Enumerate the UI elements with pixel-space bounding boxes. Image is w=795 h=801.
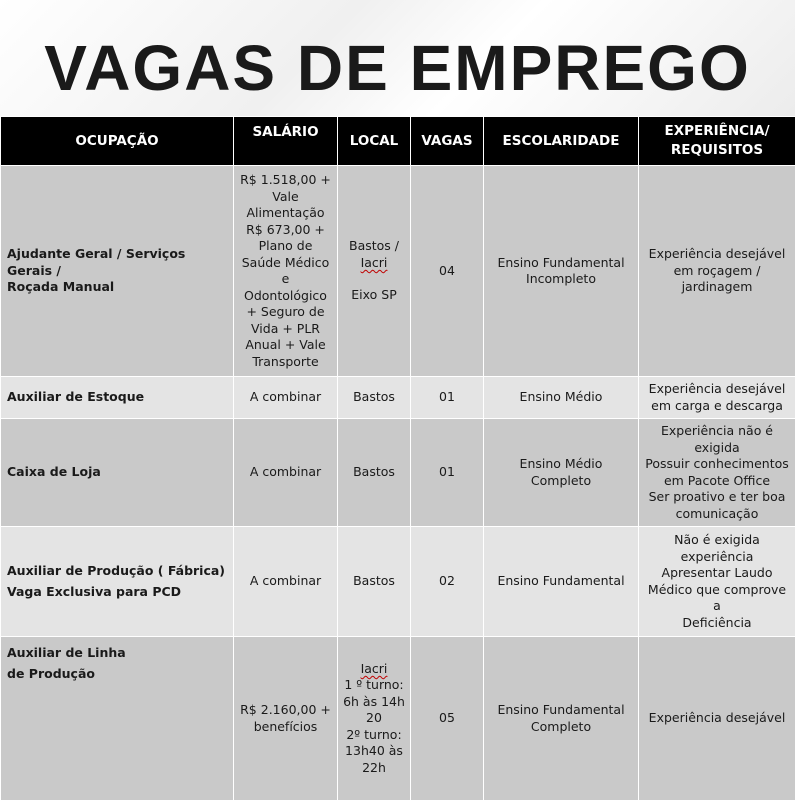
- cell-experiencia: Não é exigida experiência Apresentar Laudo Médico que comprove a Deficiência: [639, 527, 795, 637]
- cell-vagas: 04: [411, 166, 484, 377]
- cell-escolaridade: Ensino Fundamental Completo: [484, 637, 639, 801]
- cell-escolaridade: Ensino Fundamental Incompleto: [484, 166, 639, 377]
- cell-ocupacao: Auxiliar de Produção ( Fábrica) Vaga Exclusiva para PCD: [1, 527, 234, 637]
- header-experiencia: EXPERIÊNCIA/ REQUISITOS: [639, 117, 795, 166]
- table-row: [1, 637, 795, 801]
- cell-ocupacao: Caixa de Loja: [1, 419, 234, 527]
- table-row: [1, 166, 795, 377]
- cell-experiencia: Experiência desejável em roçagem / jardinagem: [639, 166, 795, 377]
- header-escolaridade: ESCOLARIDADE: [484, 117, 639, 166]
- cell-local: Bastos: [338, 377, 411, 419]
- cell-salario: R$ 1.518,00 + Vale Alimentação R$ 673,00 + Plano de Saúde Médico e Odontológico + Seguro de Vida + PLR Anual + Vale Transporte: [234, 166, 338, 377]
- header-salario: SALÁRIO: [234, 117, 338, 166]
- cell-vagas: 02: [411, 527, 484, 637]
- cell-escolaridade: Ensino Fundamental: [484, 527, 639, 637]
- cell-salario: A combinar: [234, 527, 338, 637]
- cell-escolaridade: Ensino Médio Completo: [484, 419, 639, 527]
- cell-salario: A combinar: [234, 419, 338, 527]
- table-row: [1, 527, 795, 637]
- table-header-row: [1, 117, 795, 166]
- header-local: LOCAL: [338, 117, 411, 166]
- cell-salario: R$ 2.160,00 + benefícios: [234, 637, 338, 801]
- cell-ocupacao: Auxiliar de Linha de Produção: [1, 637, 234, 801]
- header-ocupacao: OCUPAÇÃO: [1, 117, 234, 166]
- cell-vagas: 05: [411, 637, 484, 801]
- cell-ocupacao: Ajudante Geral / Serviços Gerais / Roçada Manual: [1, 166, 234, 377]
- table-row: [1, 377, 795, 419]
- cell-vagas: 01: [411, 377, 484, 419]
- cell-local: Bastos: [338, 527, 411, 637]
- cell-experiencia: Experiência não é exigida Possuir conhecimentos em Pacote Office Ser proativo e ter boa comunicação: [639, 419, 795, 527]
- cell-vagas: 01: [411, 419, 484, 527]
- cell-experiencia: Experiência desejável em carga e descarga: [639, 377, 795, 419]
- jobs-table: [0, 116, 795, 801]
- cell-experiencia: Experiência desejável: [639, 637, 795, 801]
- page-title: VAGAS DE EMPREGO: [0, 26, 795, 110]
- table-row: [1, 419, 795, 527]
- cell-salario: A combinar: [234, 377, 338, 419]
- cell-local: Bastos / Iacri Eixo SP: [338, 166, 411, 377]
- cell-local: Iacri 1 º turno: 6h às 14h 20 2º turno: 13h40 às 22h: [338, 637, 411, 801]
- header-vagas: VAGAS: [411, 117, 484, 166]
- cell-ocupacao: Auxiliar de Estoque: [1, 377, 234, 419]
- cell-local: Bastos: [338, 419, 411, 527]
- cell-escolaridade: Ensino Médio: [484, 377, 639, 419]
